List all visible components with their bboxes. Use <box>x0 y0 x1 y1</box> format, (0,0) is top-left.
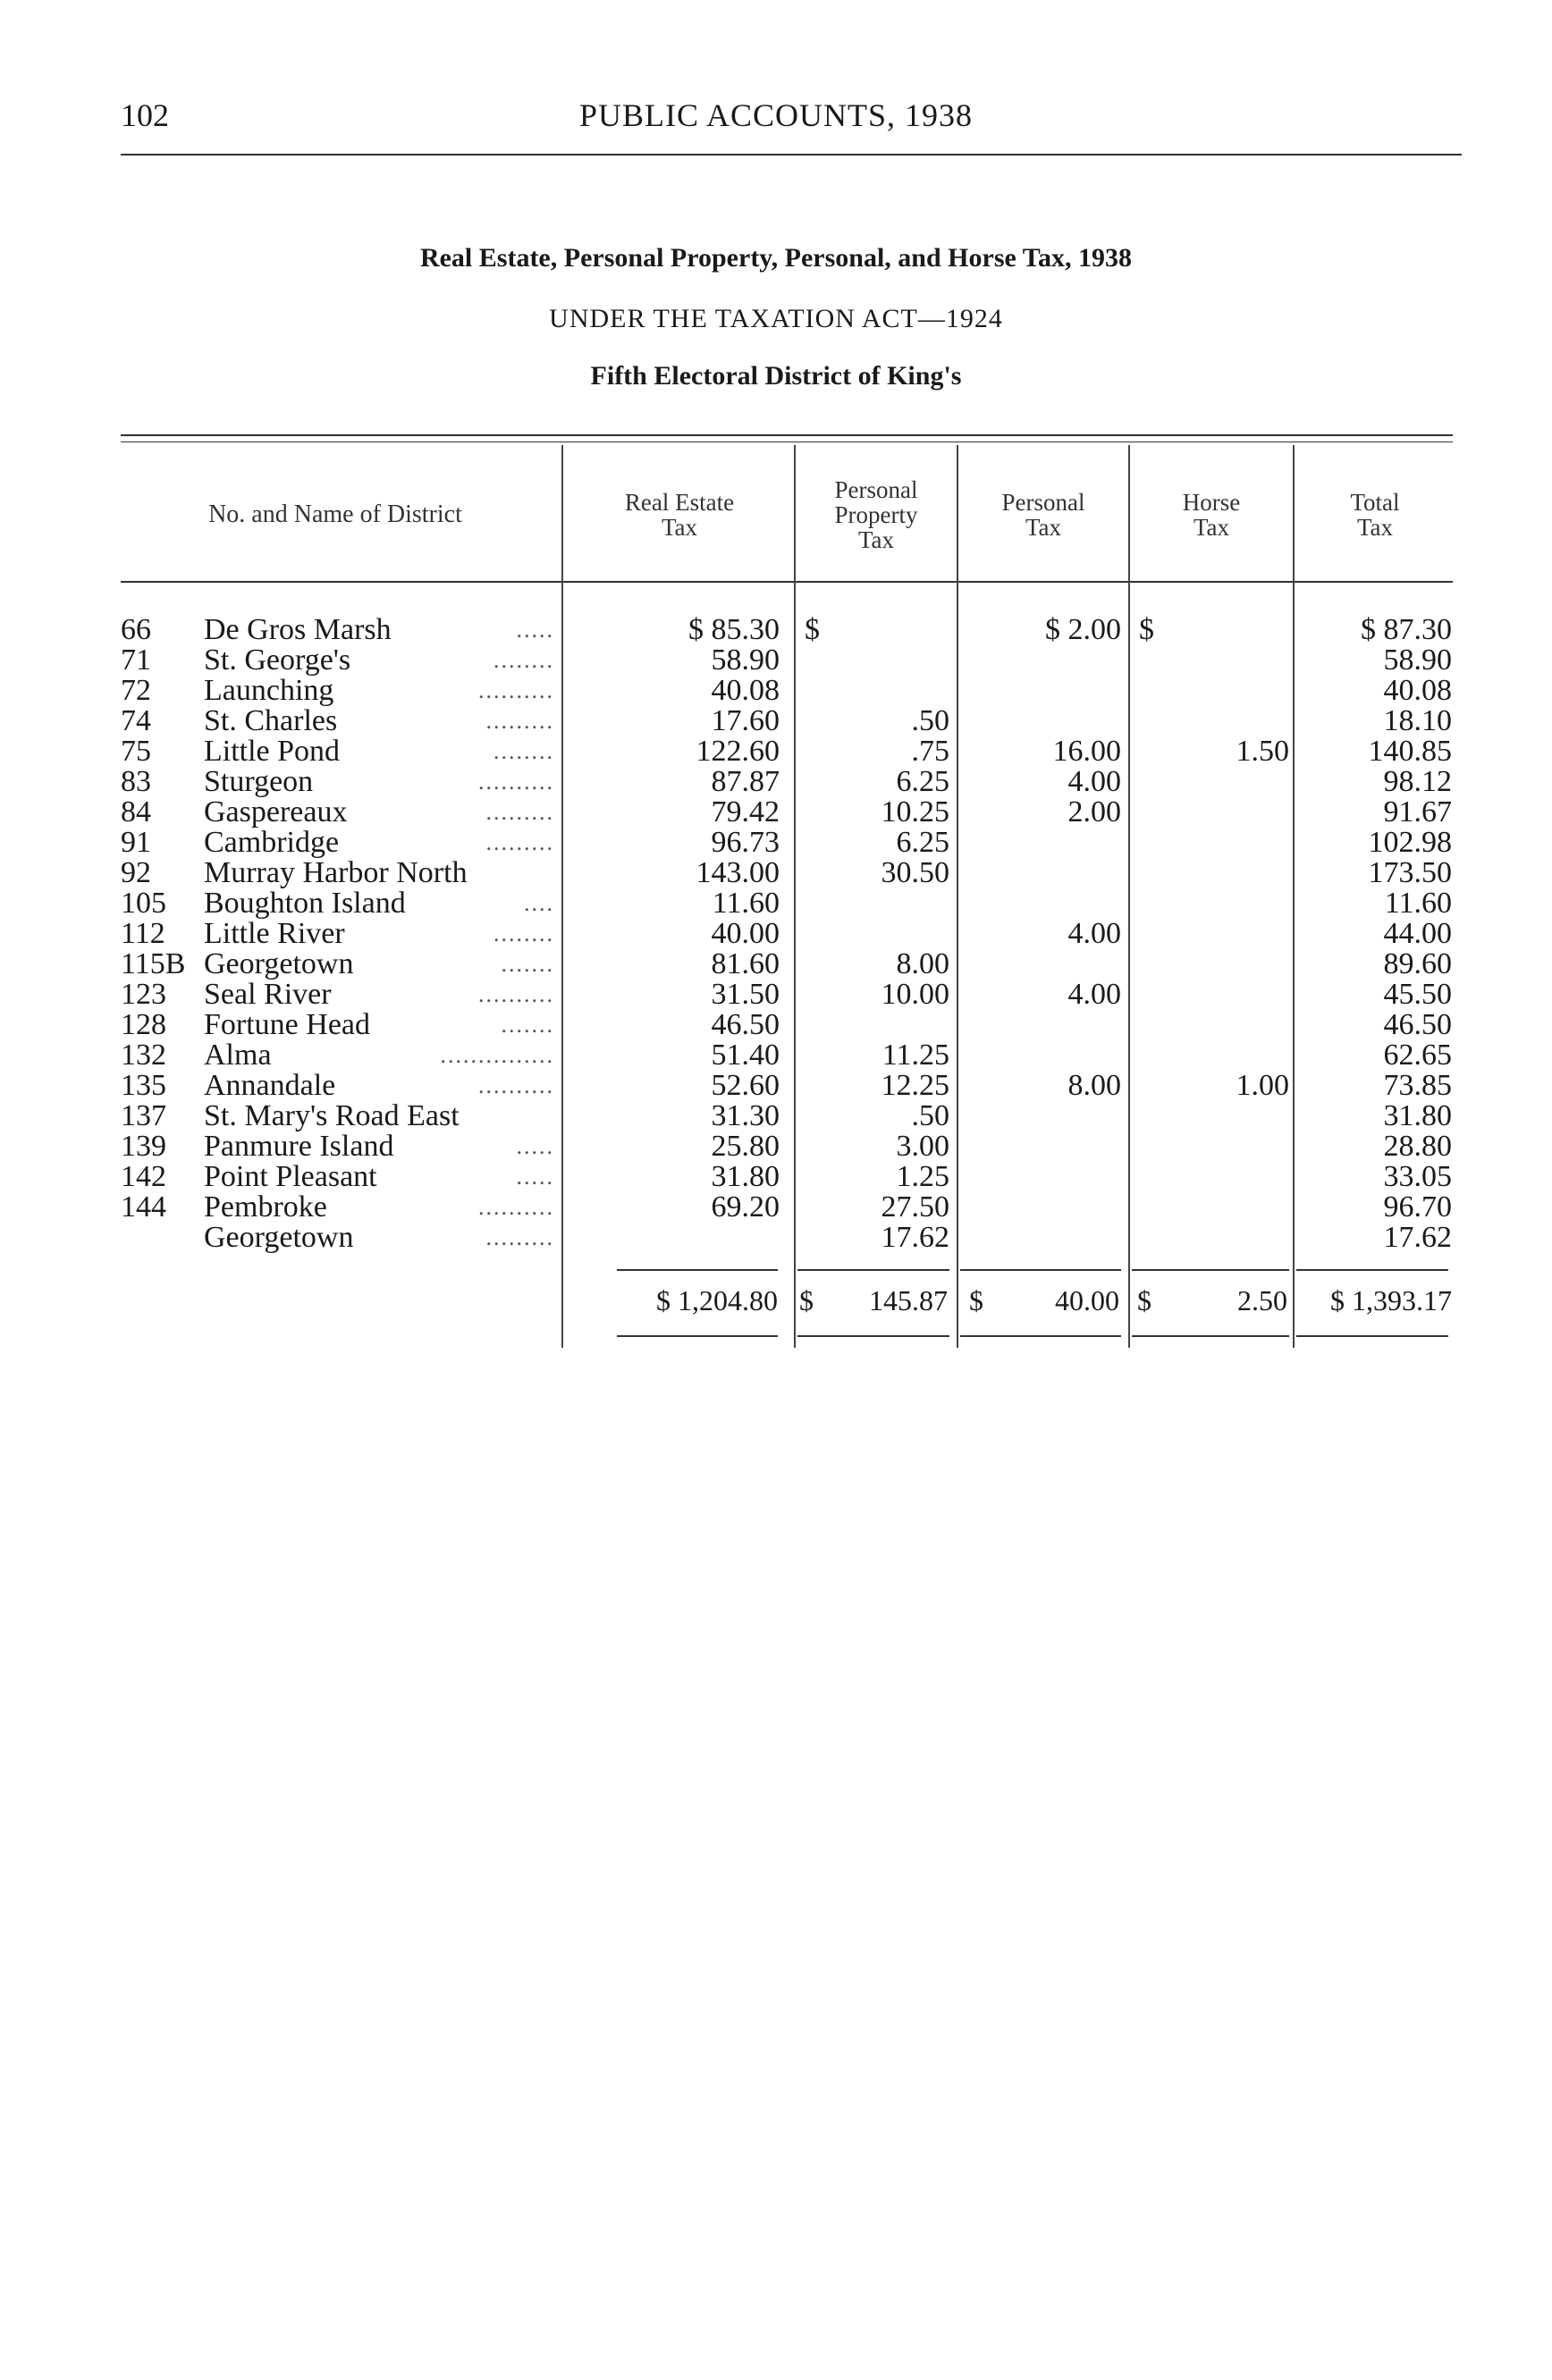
total-tax: 18.10 <box>1383 704 1452 737</box>
district-name: Cambridge <box>204 826 340 859</box>
leader-dots: .......... <box>478 769 554 795</box>
total-tax: 44.00 <box>1383 917 1452 950</box>
header-bottom-rule <box>121 581 1453 583</box>
table-row <box>0 676 1552 706</box>
personal-property-tax: 6.25 <box>896 826 949 859</box>
column-header-personal-property: Personal Property Tax <box>834 476 918 553</box>
total-top-rule-p <box>960 1269 1121 1271</box>
district-number: 112 <box>121 917 165 950</box>
table-row <box>0 1192 1552 1223</box>
table-row <box>0 980 1552 1010</box>
column-header-name: No. and Name of District <box>208 500 462 528</box>
district-name: Launching <box>204 674 334 707</box>
total-tax: $ 87.30 <box>1361 613 1452 646</box>
real-estate-tax: 79.42 <box>711 795 780 828</box>
table-title: Real Estate, Personal Property, Personal, and Horse Tax, 1938 <box>419 243 1133 273</box>
total-tax: 31.80 <box>1383 1099 1452 1132</box>
district-name: St. George's <box>204 643 351 677</box>
header-rule <box>121 154 1462 156</box>
personal-tax: 8.00 <box>1067 1069 1121 1102</box>
personal-property-tax: .50 <box>911 704 949 737</box>
column-header-personal: Personal Tax <box>1001 489 1085 541</box>
total-top-rule-t <box>1296 1269 1448 1271</box>
district-number: 91 <box>121 826 151 859</box>
table-row <box>0 645 1552 676</box>
personal-property-tax: 10.00 <box>881 978 949 1011</box>
table-row <box>0 949 1552 980</box>
real-estate-tax: 31.30 <box>711 1099 780 1132</box>
total-tax: 98.12 <box>1383 765 1452 798</box>
grand-total: $ 1,393.17 <box>1330 1284 1452 1316</box>
total-tax: 102.98 <box>1368 826 1452 859</box>
district-number: 132 <box>121 1039 166 1072</box>
personal-property-tax: 11.25 <box>881 1039 949 1072</box>
district-number: 142 <box>121 1160 166 1193</box>
district-number: 92 <box>121 856 151 889</box>
district-title: Fifth Electoral District of King's <box>590 361 962 391</box>
total-tax: 28.80 <box>1383 1130 1452 1163</box>
leader-dots: ........ <box>493 738 554 764</box>
leader-dots: ..... <box>516 1164 554 1190</box>
personal-tax: 4.00 <box>1067 978 1121 1011</box>
column-header-total: Total Tax <box>1350 489 1400 541</box>
real-estate-tax: 11.60 <box>712 887 780 920</box>
total-top-rule-h <box>1132 1269 1289 1271</box>
district-number: 137 <box>121 1099 166 1132</box>
table-row <box>0 1223 1552 1253</box>
horse-tax: 1.00 <box>1236 1069 1289 1102</box>
real-estate-tax: 143.00 <box>696 856 780 889</box>
district-name: Murray Harbor North <box>204 856 468 889</box>
district-name: St. Charles <box>204 704 338 737</box>
table-row <box>0 919 1552 949</box>
personal-property-tax: 3.00 <box>896 1130 949 1163</box>
leader-dots: ........ <box>493 647 554 673</box>
real-estate-tax: 81.60 <box>711 947 780 980</box>
leader-dots: ..... <box>516 1133 554 1159</box>
district-name: Georgetown <box>204 1221 354 1254</box>
real-estate-tax: 52.60 <box>711 1069 780 1102</box>
leader-dots: ......... <box>485 799 554 825</box>
total-personal: 40.00 <box>1055 1284 1119 1316</box>
real-estate-tax: 25.80 <box>711 1130 780 1163</box>
total-tax: 140.85 <box>1368 735 1452 768</box>
total-horse-sign: $ <box>1137 1284 1151 1316</box>
leader-dots: ......... <box>485 1224 554 1250</box>
real-estate-tax: 31.80 <box>711 1160 780 1193</box>
real-estate-tax: 46.50 <box>711 1008 780 1041</box>
real-estate-tax: 122.60 <box>696 735 780 768</box>
district-name: Sturgeon <box>204 765 314 798</box>
real-estate-tax: 40.00 <box>711 917 780 950</box>
leader-dots: ......... <box>485 829 554 855</box>
real-estate-tax: 40.08 <box>711 674 780 707</box>
table-row <box>0 1010 1552 1040</box>
total-bottom-rule-re <box>617 1335 778 1337</box>
district-name: Little Pond <box>204 735 341 768</box>
table-row <box>0 767 1552 797</box>
district-number: 105 <box>121 887 166 920</box>
table-row <box>0 828 1552 858</box>
district-number: 144 <box>121 1190 166 1224</box>
total-tax: 46.50 <box>1383 1008 1452 1041</box>
district-name: St. Mary's Road East <box>204 1099 460 1132</box>
personal-property-tax: 27.50 <box>881 1190 949 1224</box>
district-name: Point Pleasant <box>204 1160 377 1193</box>
total-tax: 173.50 <box>1368 856 1452 889</box>
page-number: 102 <box>121 97 169 133</box>
district-number: 139 <box>121 1130 166 1163</box>
personal-property-tax: .50 <box>911 1099 949 1132</box>
total-tax: 62.65 <box>1383 1039 1452 1072</box>
table-row <box>0 736 1552 767</box>
horse-tax: 1.50 <box>1236 735 1289 768</box>
total-real-estate: $ 1,204.80 <box>656 1284 778 1316</box>
district-name: Gaspereaux <box>204 795 348 828</box>
table-row <box>0 1040 1552 1071</box>
district-number: 135 <box>121 1069 166 1102</box>
total-tax: 73.85 <box>1383 1069 1452 1102</box>
total-tax: 11.60 <box>1384 887 1452 920</box>
leader-dots: ....... <box>501 951 554 977</box>
district-name: Alma <box>204 1039 272 1072</box>
leader-dots: .......... <box>478 1072 554 1098</box>
horse-tax: $ <box>1139 613 1154 646</box>
total-tax: 17.62 <box>1383 1221 1452 1254</box>
district-name: Boughton Island <box>204 887 406 920</box>
district-name: De Gros Marsh <box>204 613 392 646</box>
personal-property-tax: 1.25 <box>896 1160 949 1193</box>
total-tax: 89.60 <box>1383 947 1452 980</box>
total-tax: 96.70 <box>1383 1190 1452 1224</box>
leader-dots: ....... <box>501 1012 554 1038</box>
leader-dots: .......... <box>478 677 554 703</box>
column-header-real-estate: Real Estate Tax <box>624 489 735 541</box>
leader-dots: ..... <box>516 617 554 643</box>
table-row <box>0 858 1552 888</box>
leader-dots: ............... <box>440 1042 554 1068</box>
district-number: 66 <box>121 613 151 646</box>
total-bottom-rule-pp <box>797 1335 949 1337</box>
table-top-rule <box>121 434 1453 436</box>
running-title: PUBLIC ACCOUNTS, 1938 <box>578 97 974 133</box>
district-number: 115B <box>121 947 186 980</box>
leader-dots: .......... <box>478 1194 554 1220</box>
table-subtitle: UNDER THE TAXATION ACT—1924 <box>549 304 1003 333</box>
table-row <box>0 1162 1552 1192</box>
personal-property-tax: .75 <box>911 735 949 768</box>
personal-property-tax: 12.25 <box>881 1069 949 1102</box>
district-number: 71 <box>121 643 151 677</box>
total-bottom-rule-h <box>1132 1335 1289 1337</box>
total-tax: 45.50 <box>1383 978 1452 1011</box>
leader-dots: .......... <box>478 981 554 1007</box>
district-name: Georgetown <box>204 947 354 980</box>
totals-row <box>0 1285 1552 1316</box>
total-personal-sign: $ <box>969 1284 983 1316</box>
real-estate-tax: 69.20 <box>711 1190 780 1224</box>
total-top-rule-re <box>617 1269 778 1271</box>
real-estate-tax: 51.40 <box>711 1039 780 1072</box>
real-estate-tax: 17.60 <box>711 704 780 737</box>
district-number: 84 <box>121 795 151 828</box>
personal-property-tax: 6.25 <box>896 765 949 798</box>
table-row <box>0 615 1552 645</box>
district-name: Seal River <box>204 978 332 1011</box>
district-name: Pembroke <box>204 1190 327 1224</box>
total-bottom-rule-t <box>1296 1335 1448 1337</box>
district-number: 72 <box>121 674 151 707</box>
personal-tax: 2.00 <box>1067 795 1121 828</box>
district-number: 123 <box>121 978 166 1011</box>
personal-property-tax: 17.62 <box>881 1221 949 1254</box>
real-estate-tax: 31.50 <box>711 978 780 1011</box>
table-row <box>0 706 1552 736</box>
real-estate-tax: $ 85.30 <box>688 613 780 646</box>
total-horse: 2.50 <box>1237 1284 1287 1316</box>
district-number: 128 <box>121 1008 166 1041</box>
personal-tax: $ 2.00 <box>1045 613 1121 646</box>
total-tax: 33.05 <box>1383 1160 1452 1193</box>
district-number: 75 <box>121 735 151 768</box>
personal-tax: 4.00 <box>1067 765 1121 798</box>
total-tax: 40.08 <box>1383 674 1452 707</box>
personal-property-tax: 10.25 <box>881 795 949 828</box>
district-name: Fortune Head <box>204 1008 371 1041</box>
column-header-horse: Horse Tax <box>1182 489 1241 541</box>
personal-property-tax: 8.00 <box>896 947 949 980</box>
district-name: Little River <box>204 917 345 950</box>
total-personal-property: 145.87 <box>869 1284 948 1316</box>
district-name: Panmure Island <box>204 1130 394 1163</box>
real-estate-tax: 96.73 <box>711 826 780 859</box>
leader-dots: ......... <box>485 708 554 734</box>
table-row <box>0 797 1552 828</box>
total-personal-property-sign: $ <box>799 1284 814 1316</box>
leader-dots: ........ <box>493 921 554 946</box>
table-row <box>0 1101 1552 1131</box>
district-number: 83 <box>121 765 151 798</box>
table-row <box>0 888 1552 919</box>
district-name: Annandale <box>204 1069 336 1102</box>
total-tax: 58.90 <box>1383 643 1452 677</box>
total-bottom-rule-p <box>960 1335 1121 1337</box>
table-row <box>0 1071 1552 1101</box>
personal-property-tax: 30.50 <box>881 856 949 889</box>
leader-dots: .... <box>524 890 554 916</box>
real-estate-tax: 87.87 <box>711 765 780 798</box>
table-row <box>0 1131 1552 1162</box>
district-number: 74 <box>121 704 151 737</box>
total-tax: 91.67 <box>1383 795 1452 828</box>
personal-tax: 4.00 <box>1067 917 1121 950</box>
personal-tax: 16.00 <box>1052 735 1121 768</box>
personal-property-tax: $ <box>805 613 820 646</box>
real-estate-tax: 58.90 <box>711 643 780 677</box>
total-top-rule-pp <box>797 1269 949 1271</box>
